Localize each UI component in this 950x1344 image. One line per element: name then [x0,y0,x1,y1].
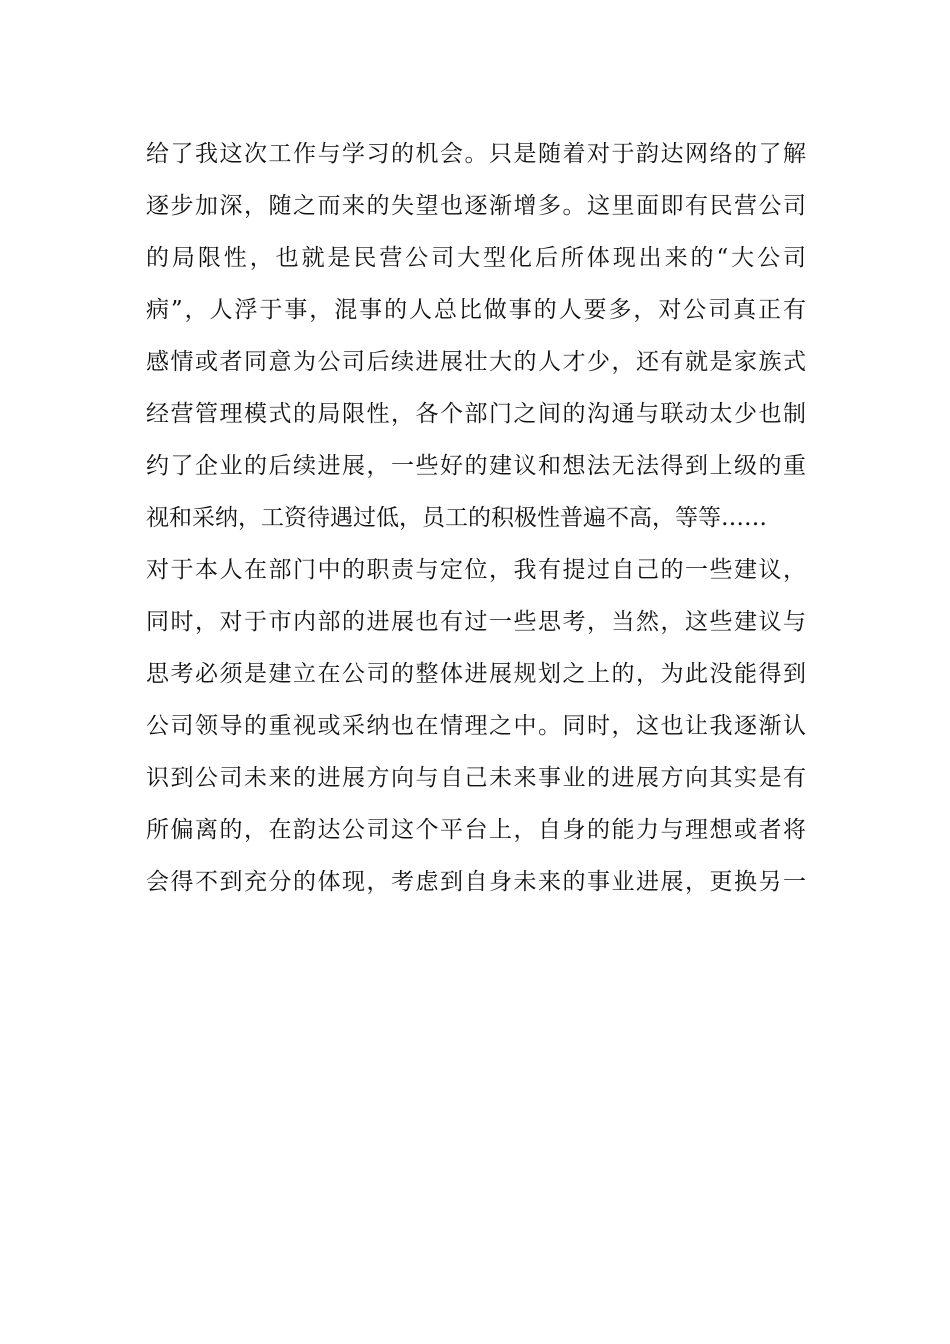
text-line: 逐步加深，随之而来的失望也逐渐增多。这里面即有民营公司 [146,193,806,219]
text-line: 所偏离的，在韵达公司这个平台上，自身的能力与理想或者将 [146,817,806,843]
text-line: 给了我这次工作与学习的机会。只是随着对于韵达网络的了解 [146,141,806,167]
text-line: 对于本人在部门中的职责与定位，我有提过自己的一些建议， [146,557,806,583]
text-line: 感情或者同意为公司后续进展壮大的人才少，还有就是家族式 [146,349,806,375]
text-line: 病”，人浮于事，混事的人总比做事的人要多，对公司真正有 [146,297,806,323]
text-line: 视和采纳，工资待遇过低，员工的积极性普遍不高，等等…… [146,505,767,531]
body-text [146,128,806,908]
text-line: 约了企业的后续进展，一些好的建议和想法无法得到上级的重 [146,453,806,479]
text-line: 会得不到充分的体现，考虑到自身未来的事业进展，更换另一 [146,869,806,895]
text-line: 经营管理模式的局限性，各个部门之间的沟通与联动太少也制 [146,401,806,427]
text-line: 公司领导的重视或采纳也在情理之中。同时，这也让我逐渐认 [146,713,806,739]
text-line: 识到公司未来的进展方向与自己未来事业的进展方向其实是有 [146,765,806,791]
text-line: 的局限性，也就是民营公司大型化后所体现出来的“大公司 [146,245,806,271]
text-line: 思考必须是建立在公司的整体进展规划之上的，为此没能得到 [146,661,806,687]
text-line: 同时，对于市内部的进展也有过一些思考，当然，这些建议与 [146,609,806,635]
